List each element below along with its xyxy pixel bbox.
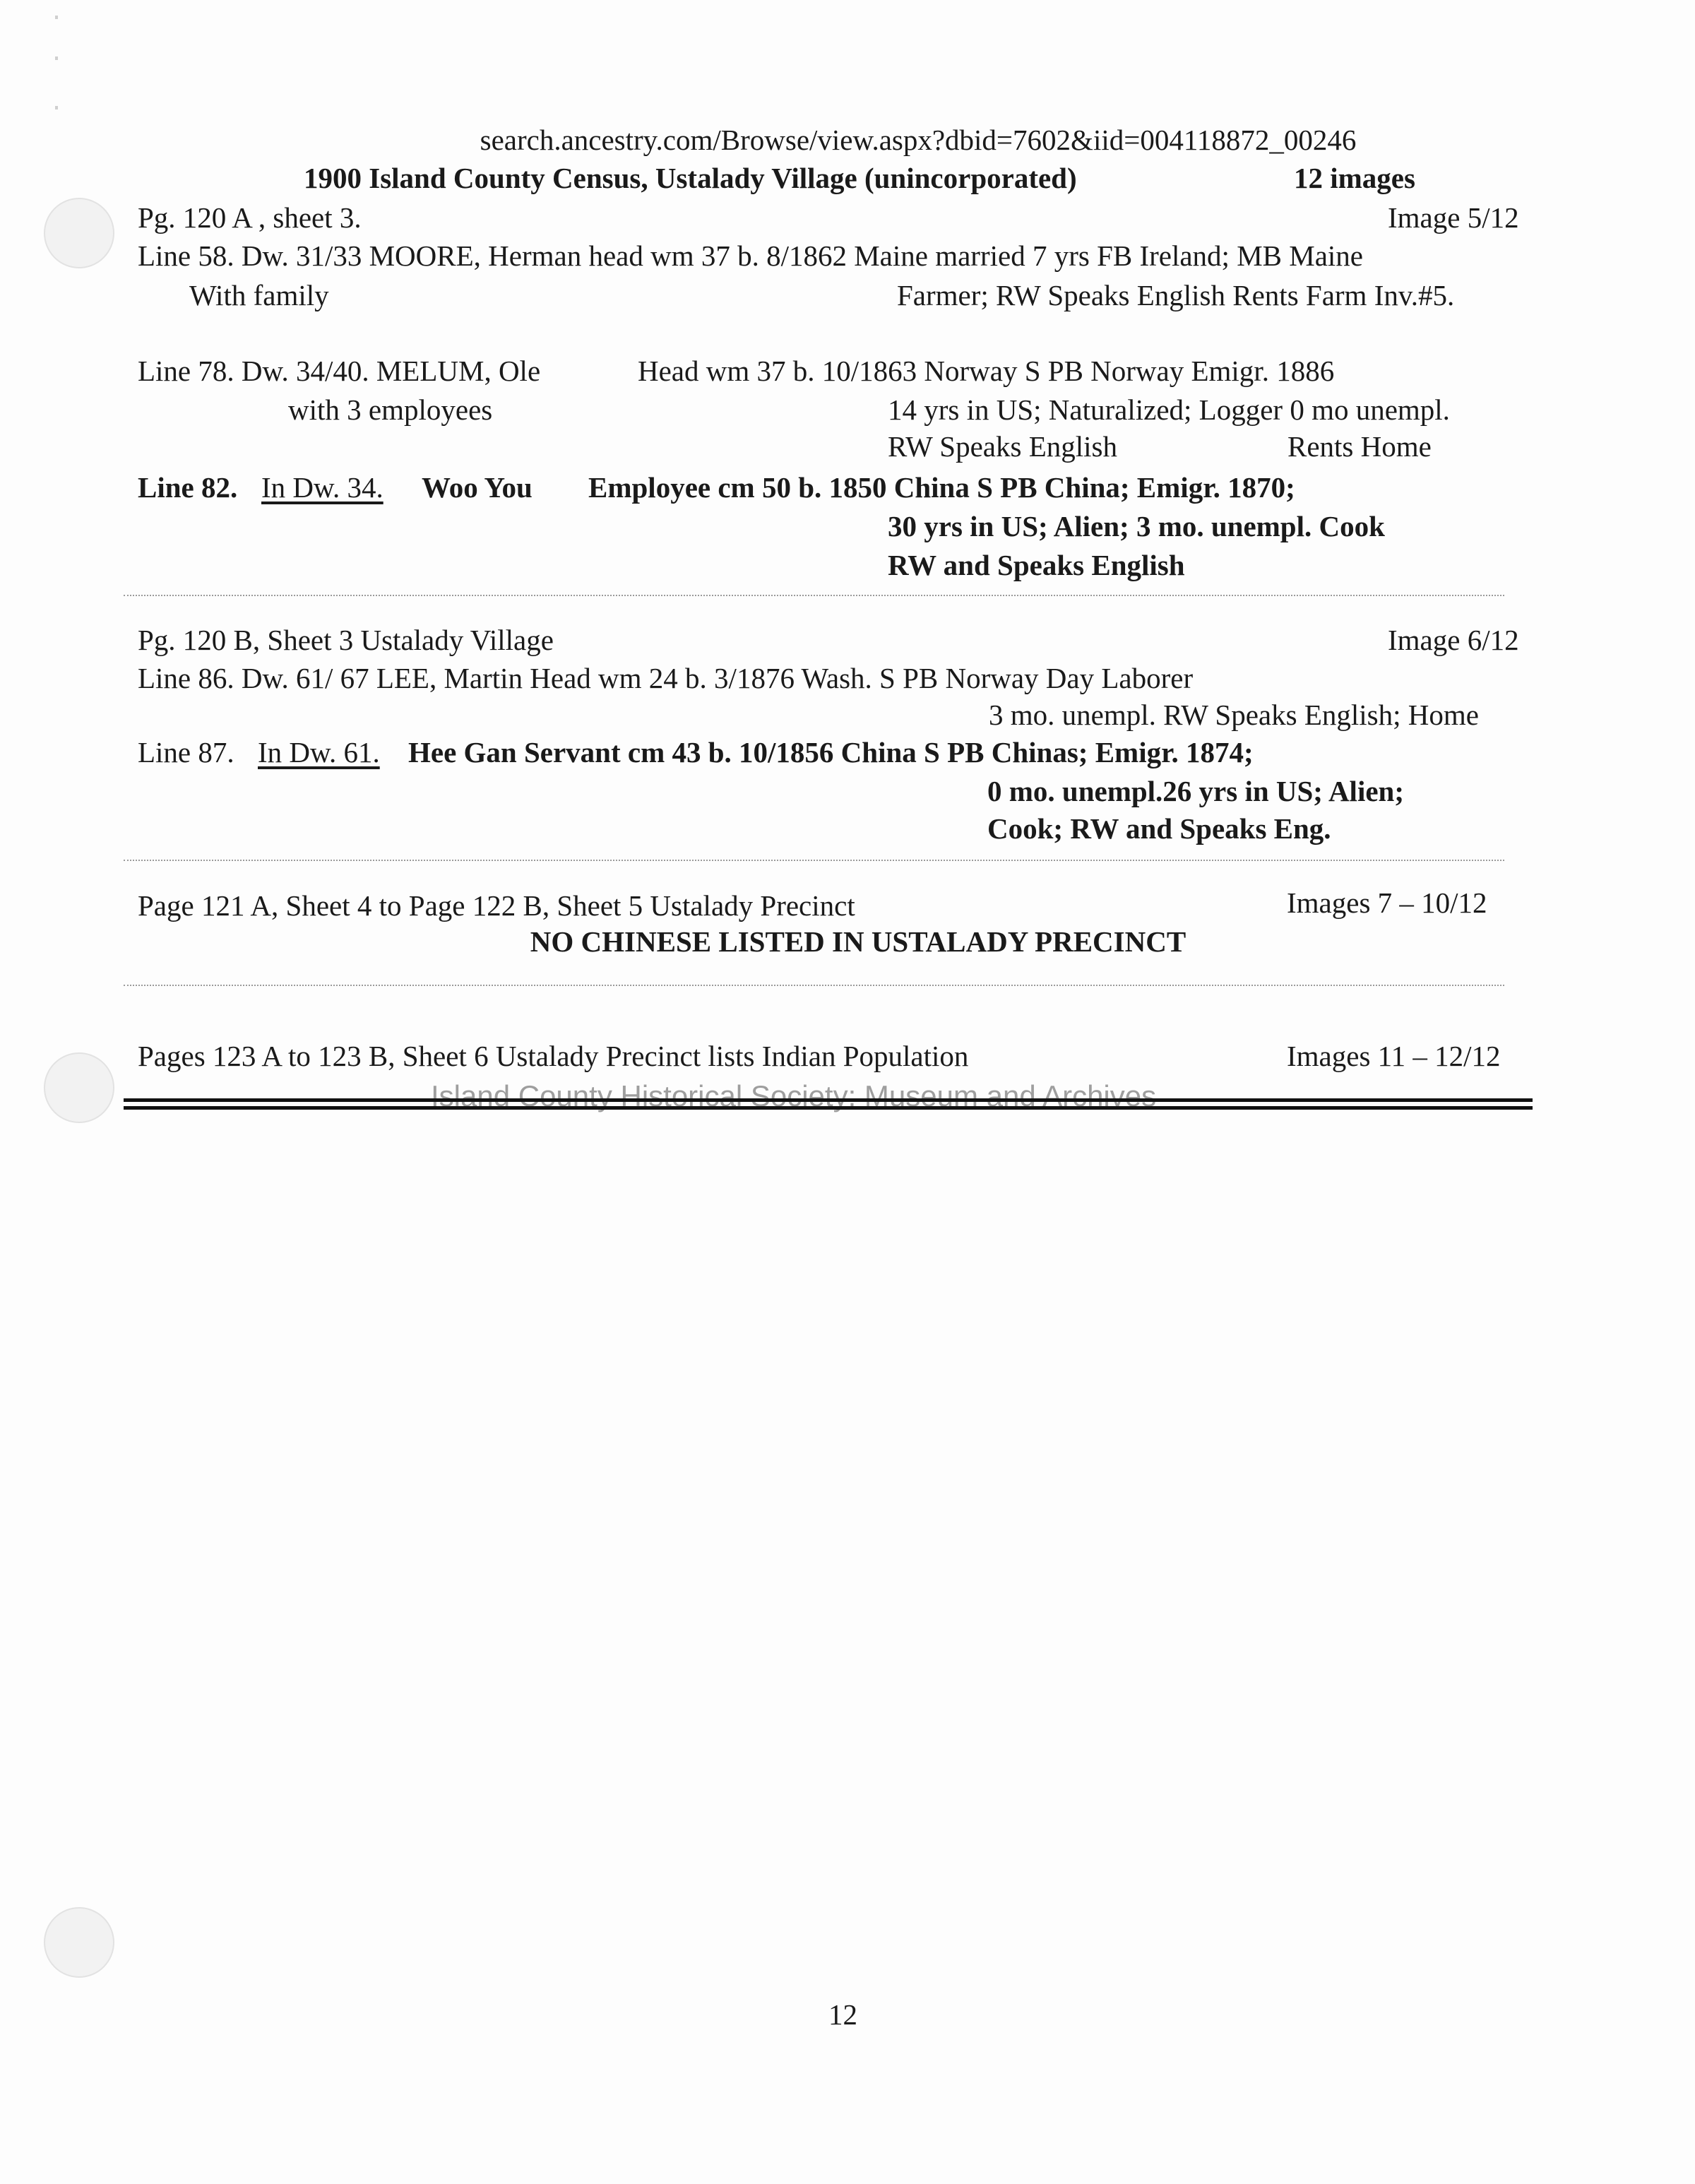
section-divider bbox=[124, 595, 1504, 596]
line82-continuation-2: RW and Speaks English bbox=[888, 549, 1185, 581]
line78-continuation-2a: RW Speaks English bbox=[888, 430, 1117, 463]
section-divider bbox=[124, 985, 1504, 986]
punch-hole-top bbox=[44, 198, 114, 268]
speck-mark bbox=[55, 57, 58, 60]
line78-detail: Head wm 37 b. 10/1863 Norway S PB Norway Emigr. 1886 bbox=[638, 355, 1335, 387]
section1-image-ref: Image 5/12 bbox=[1388, 201, 1519, 234]
line87-detail: Hee Gan Servant cm 43 b. 10/1856 China S PB Chinas; Emigr. 1874; bbox=[408, 736, 1254, 768]
double-rule-top bbox=[124, 1098, 1533, 1102]
double-rule-bottom bbox=[124, 1106, 1533, 1110]
line78-note: with 3 employees bbox=[288, 393, 493, 426]
punch-hole-middle bbox=[44, 1052, 114, 1123]
page-number: 12 bbox=[828, 1998, 857, 2031]
line78-lead: Line 78. Dw. 34/40. MELUM, Ole bbox=[138, 355, 541, 387]
image-count: 12 images bbox=[1294, 162, 1415, 194]
line58-entry: Line 58. Dw. 31/33 MOORE, Herman head wm 37 b. 8/1862 Maine married 7 yrs FB Ireland; MB Maine bbox=[138, 239, 1363, 272]
punch-hole-bottom bbox=[44, 1907, 114, 1978]
section3-range: Page 121 A, Sheet 4 to Page 122 B, Sheet 5 Ustalady Precinct bbox=[138, 889, 855, 922]
section1-page-ref: Pg. 120 A , sheet 3. bbox=[138, 201, 362, 234]
section2-page-ref: Pg. 120 B, Sheet 3 Ustalady Village bbox=[138, 624, 554, 656]
source-url: search.ancestry.com/Browse/view.aspx?dbid=7602&iid=004118872_00246 bbox=[480, 124, 1357, 156]
line87-continuation-1: 0 mo. unempl.26 yrs in US; Alien; bbox=[987, 775, 1404, 807]
line78-continuation-1: 14 yrs in US; Naturalized; Logger 0 mo unempl. bbox=[888, 393, 1450, 426]
line87-dwelling: In Dw. 61. bbox=[258, 736, 380, 768]
section2-image-ref: Image 6/12 bbox=[1388, 624, 1519, 656]
archive-watermark: Island County Historical Society: Museum and Archives bbox=[431, 1079, 1157, 1112]
document-title: 1900 Island County Census, Ustalady Village (unincorporated) bbox=[304, 162, 1077, 194]
section4-range: Pages 123 A to 123 B, Sheet 6 Ustalady Precinct lists Indian Population bbox=[138, 1040, 969, 1072]
line86-continuation: 3 mo. unempl. RW Speaks English; Home bbox=[989, 699, 1479, 731]
section3-notice: NO CHINESE LISTED IN USTALADY PRECINCT bbox=[530, 925, 1186, 958]
line82-name: Woo You bbox=[422, 471, 533, 504]
line58-note: With family bbox=[189, 279, 329, 311]
line78-continuation-2b: Rents Home bbox=[1287, 430, 1432, 463]
section4-images: Images 11 – 12/12 bbox=[1287, 1040, 1501, 1072]
section3-images: Images 7 – 10/12 bbox=[1287, 886, 1487, 919]
line82-detail: Employee cm 50 b. 1850 China S PB China; Emigr. 1870; bbox=[588, 471, 1295, 504]
line86-entry: Line 86. Dw. 61/ 67 LEE, Martin Head wm 24 b. 3/1876 Wash. S PB Norway Day Laborer bbox=[138, 662, 1194, 694]
line87-continuation-2: Cook; RW and Speaks Eng. bbox=[987, 812, 1331, 845]
line58-continuation: Farmer; RW Speaks English Rents Farm Inv.#5. bbox=[897, 279, 1455, 311]
line82-lead: Line 82. bbox=[138, 471, 238, 504]
line82-continuation-1: 30 yrs in US; Alien; 3 mo. unempl. Cook bbox=[888, 510, 1385, 542]
section-divider bbox=[124, 860, 1504, 861]
line82-dwelling: In Dw. 34. bbox=[261, 471, 383, 504]
speck-mark bbox=[55, 106, 58, 109]
line87-lead: Line 87. bbox=[138, 736, 234, 768]
speck-mark bbox=[55, 16, 58, 19]
